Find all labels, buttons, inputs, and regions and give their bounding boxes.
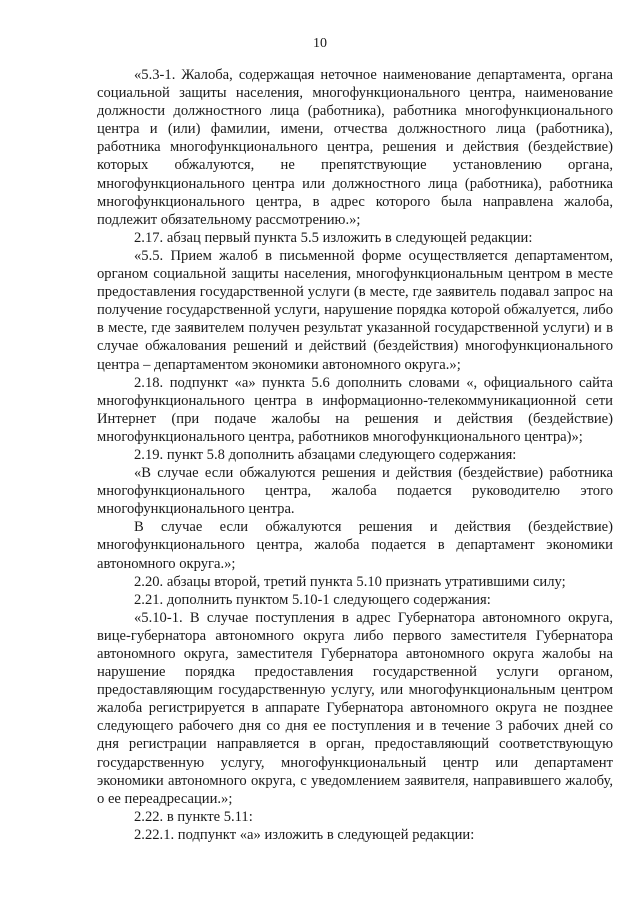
paragraph-2-22: 2.22. в пункте 5.11: xyxy=(134,808,253,825)
paragraph-5-3-1: «5.3-1. Жалоба, содержащая неточное наименование департамента, органа социальной защиты населения, многофункционального центра, наименование должности должностного лица (работника), работника многофункционального центра и (или) фамилии, имени, отчества должностного лица (работника), работника многофункционального центра, решения и действия (бездействие) которых обжалуются, не препятствующие установлению органа, многофункционального центра или должностного лица (работника), работника многофункционального центра, в адрес которого была направлена жалоба, подлежит обязательному рассмотрению.»; xyxy=(97,67,613,228)
paragraph-2-22-1: 2.22.1. подпункт «а» изложить в следующей редакции: xyxy=(134,826,475,843)
paragraph-2-20: 2.20. абзацы второй, третий пункта 5.10 признать утратившими силу; xyxy=(134,573,566,590)
paragraph-5-8-addition-1: «В случае если обжалуются решения и действия (бездействие) работника многофункционального центра, жалоба подается руководителю этого многофункционального центра. xyxy=(97,465,613,518)
paragraph-2-17: 2.17. абзац первый пункта 5.5 изложить в следующей редакции: xyxy=(134,229,533,246)
document-body xyxy=(97,66,613,844)
paragraph-5-5: «5.5. Прием жалоб в письменной форме осуществляется департаментом, органом социальной защиты населения, многофункциональным центром в месте предоставления государственной услуги (в месте, где заявитель подавал запрос на получение государственной услуги, нарушение порядка которой обжалуется, либо в месте, где заявителем получен результат указанной государственной услуги) и в случае обжалования решений и действий (бездействия) многофункционального центра – департаментом экономики автономного округа.»; xyxy=(97,247,613,373)
paragraph-2-19: 2.19. пункт 5.8 дополнить абзацами следующего содержания: xyxy=(134,446,517,463)
paragraph-5-10-1: «5.10-1. В случае поступления в адрес Губернатора автономного округа, вице-губернатора автономного округа либо первого заместителя Губернатора автономного округа, заместителя Губернатора автономного округа жалобы на нарушение порядка предоставления государственной услуги органом, предоставляющим государственную услугу, или многофункциональным центром жалоба регистрируется в аппарате Губернатора автономного округа не позднее следующего рабочего дня со дня ее поступления и в течение 3 рабочих дней со дня регистрации направляется в орган, предоставляющий соответствующую государственную услугу, многофункциональный центр или департамент экономики автономного округа, с уведомлением заявителя, направившего жалобу, о ее переадресации.»; xyxy=(97,609,613,807)
paragraph-2-21: 2.21. дополнить пунктом 5.10-1 следующего содержания: xyxy=(134,591,491,608)
paragraph-5-8-addition-2: В случае если обжалуются решения и действия (бездействие) многофункционального центра, жалоба подается в департамент экономики автономного округа.»; xyxy=(97,519,613,572)
page-number: 10 xyxy=(313,36,327,51)
paragraph-2-18: 2.18. подпункт «а» пункта 5.6 дополнить словами «, официального сайта многофункционального центра в информационно-телекоммуникационной сети Интернет (при подаче жалобы на решения и действия (бездействие) многофункционального центра, работников многофункционального центра)»; xyxy=(97,374,613,445)
